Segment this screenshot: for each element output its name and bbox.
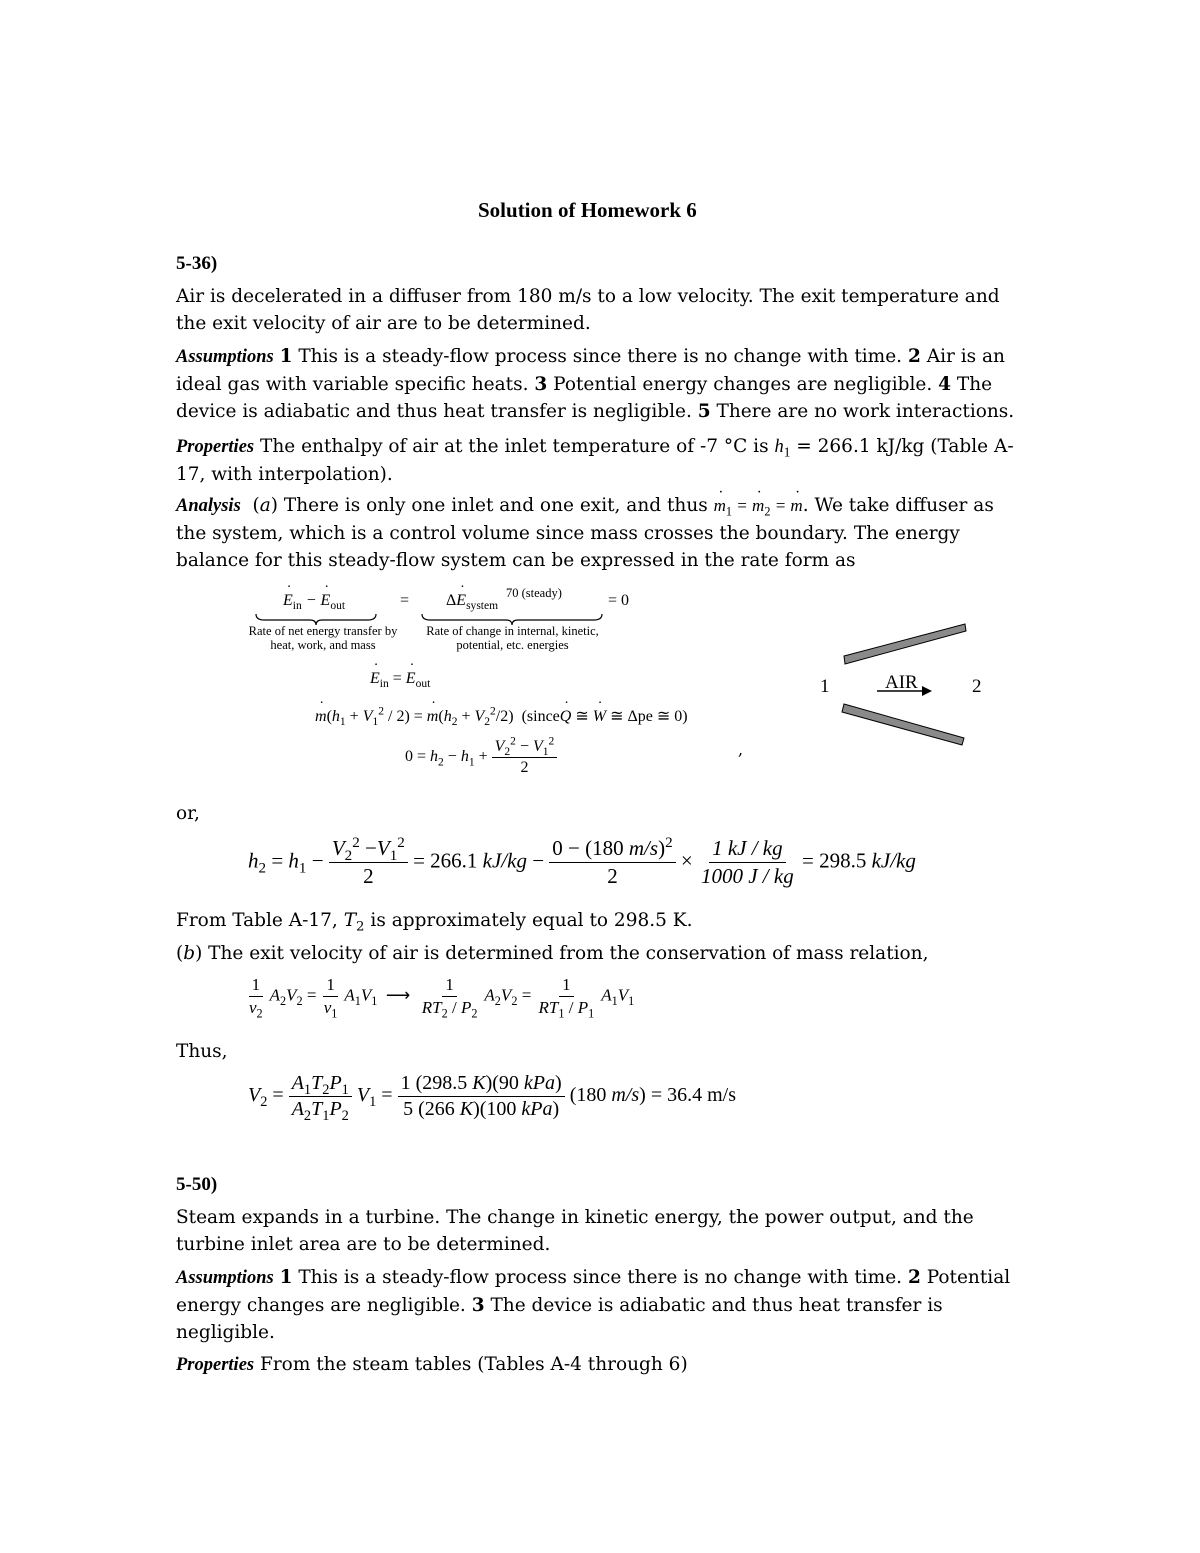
- assumptions-label: Assumptions: [176, 1268, 274, 1288]
- conversion-denominator: 1000 J / kg: [700, 864, 794, 888]
- inlet-label: 1: [820, 676, 830, 697]
- brace-right-caption: Rate of change in internal, kinetic, potential, etc. energies: [426, 624, 599, 652]
- assumption-number: 2: [907, 346, 921, 367]
- outlet-label: 2: [972, 676, 982, 697]
- h2-result: 298.5: [819, 848, 867, 873]
- assumption-text: The device is adiabatic and thus heat transfer is negligible.: [176, 374, 993, 422]
- h1-value: 266.1: [430, 848, 478, 873]
- unit: m/s: [628, 836, 659, 860]
- flow-arrow-head: [922, 686, 932, 696]
- table-lookup-line: From Table A-17, $T_2$ is approximately equal to 298.5 K.: [176, 910, 693, 935]
- equals-zero: = 0: [608, 592, 630, 609]
- unit: m/s: [611, 1084, 640, 1107]
- assumptions-paragraph: [176, 343, 1026, 425]
- brace-left-caption: Rate of net energy transfer by heat, work, and mass: [248, 624, 398, 652]
- analysis-text: There is only one inlet and one exit, and thus: [283, 495, 708, 516]
- analysis-text-cont: . We take diffuser as the system, which is a control volume since mass crosses the boundary. The energy balance for this steady-flow system can be expressed in the rate form as: [176, 495, 994, 571]
- table-text: From Table A-17,: [176, 910, 338, 931]
- energy-balance-rhs: Δ˙ $E_{system}$: [446, 592, 498, 610]
- properties-paragraph: [176, 433, 1026, 488]
- t1-value: 266: [424, 1098, 455, 1120]
- part-a-marker: (a): [252, 495, 279, 516]
- enthalpy-balance: ˙ $m(h_1 + V_1^2 / 2)$ = ˙ $m(h_2 + V_2^2/2)$ (since˙ Q ≅ ˙ W ≅ Δpe ≅ 0): [315, 706, 688, 726]
- thus-text: Thus,: [176, 1041, 228, 1062]
- unit: K: [472, 1072, 486, 1094]
- v2-result: 36.4 m/s: [667, 1084, 737, 1107]
- mass-conservation-equation: $\frac{1}{v_2}$ $A_2V_2$ = $\frac{1}{v_1}$ $A_1V_1$ ⟶ $\frac{1}{RT_2 / P_2}$ $A_2V_2$ = $\frac{1}{RT_1 / P_1}$ $A_1V_1$: [249, 975, 635, 1021]
- diffuser-lower-wall: [842, 704, 964, 745]
- p1-value: 90: [498, 1072, 519, 1094]
- conversion-numerator: 1 kJ / kg: [709, 836, 786, 863]
- properties-text: From the steam tables (Tables A-4 through 6): [260, 1354, 688, 1375]
- assumption-text: The device is adiabatic and thus heat transfer is negligible.: [176, 1295, 943, 1343]
- part-b-line: (b) The exit velocity of air is determined from the conservation of mass relation,: [176, 943, 929, 964]
- assumption-text: Air is an ideal gas with variable specific heats.: [176, 346, 1005, 395]
- problem-statement: Air is decelerated in a diffuser from 180 m/s to a low velocity. The exit temperature and the exit velocity of air are to be determined.: [176, 286, 1000, 334]
- unit: kJ/kg: [482, 848, 527, 873]
- diffuser-upper-wall: [844, 624, 966, 664]
- unit: kJ/kg: [871, 848, 916, 873]
- flow-label: AIR: [885, 672, 918, 693]
- diffuser-diagram: [812, 620, 997, 755]
- assumption-text: There are no work interactions.: [716, 401, 1015, 422]
- assumption-number: 5: [697, 401, 711, 422]
- problem-number: 5-36): [176, 253, 218, 274]
- steady-note: 70 (steady): [506, 586, 562, 600]
- assumptions-label: Assumptions: [176, 347, 274, 367]
- h2-equation: $h_2 = h_1$ − $\frac{V_2^2 -V_1^2}{2}$ = 266.1 kJ/kg − $\frac{0 - (180 m/s)^2}{2}$ × $\frac{1 kJ / kg}{1000 J / kg}$ = 298.5 kJ/kg: [248, 835, 916, 888]
- assumption-text: Potential energy changes are negligible.: [553, 374, 933, 395]
- table-text-cont: is approximately equal to 298.5 K.: [370, 910, 693, 931]
- t2-value: 298.5: [422, 1072, 468, 1094]
- unit: K: [459, 1098, 474, 1120]
- assumption-number: 4: [938, 374, 952, 395]
- unit: kPa: [521, 1098, 553, 1120]
- unit: kPa: [523, 1072, 556, 1094]
- zero-equation: $0 = h_2 - h_1$ + $\frac{V_2^2 - V_1^2}{2}$: [405, 738, 557, 777]
- assumption-text: Potential energy changes are negligible.: [176, 1267, 1011, 1316]
- equals-sign: =: [400, 592, 410, 609]
- analysis-paragraph: [176, 492, 1026, 574]
- analysis-label: Analysis: [176, 496, 241, 516]
- part-b-text: The exit velocity of air is determined from the conservation of mass relation,: [208, 943, 929, 964]
- assumption-number: 2: [907, 1267, 921, 1288]
- energy-balance-lhs: ˙ $E_{in}$ − ˙ $E_{out}$: [283, 592, 345, 610]
- v2-equation: $V_2$ = $\frac{A_1T_2P_1}{A_2T_1P_2}$ $V_1$ = $\frac{\text{1 (298.5 K)(90 kPa)}}{\text{5 (266 K)(100 kPa)}}$ (180 m/s) = 36.4 m/s: [248, 1072, 737, 1124]
- page-title: Solution of Homework 6: [478, 198, 697, 222]
- since-text: (since: [521, 708, 560, 725]
- or-text: or,: [176, 803, 200, 824]
- v1-value: 180: [592, 836, 624, 860]
- properties-text: The enthalpy of air at the inlet temperature of -7 °C is: [260, 436, 769, 457]
- assumptions-paragraph: [176, 1264, 1026, 1346]
- assumption-number: 3: [471, 1295, 485, 1316]
- assumption-text: This is a steady-flow process since there is no change with time.: [298, 346, 903, 367]
- assumption-number: 1: [279, 346, 293, 367]
- problem-statement: Steam expands in a turbine. The change in kinetic energy, the power output, and the turbine inlet area are to be determined.: [176, 1207, 974, 1255]
- assumption-text: This is a steady-flow process since there is no change with time.: [298, 1267, 903, 1288]
- properties-label: Properties: [176, 437, 255, 457]
- v1-value: 180: [576, 1084, 607, 1107]
- properties-paragraph: [176, 1351, 688, 1379]
- assumption-number: 3: [534, 374, 548, 395]
- properties-label: Properties: [176, 1355, 255, 1375]
- area-ratio: 5: [403, 1098, 414, 1120]
- h1-value-text: = 266.1 kJ/kg (Table A-17, with interpolation).: [176, 436, 1014, 485]
- trailing-comma: ,: [738, 740, 744, 759]
- h1-symbol: $h_1$: [774, 437, 791, 460]
- problem-number: 5-50): [176, 1174, 218, 1195]
- assumption-number: 1: [279, 1267, 293, 1288]
- energy-in-equals-out: ˙ $E_{in}$ = ˙ $E_{out}$: [370, 670, 430, 688]
- p2-value: 100: [486, 1098, 517, 1120]
- mass-flow-equation: ˙ $m_1$ = ˙ $m_2$ = ˙ m: [714, 496, 803, 515]
